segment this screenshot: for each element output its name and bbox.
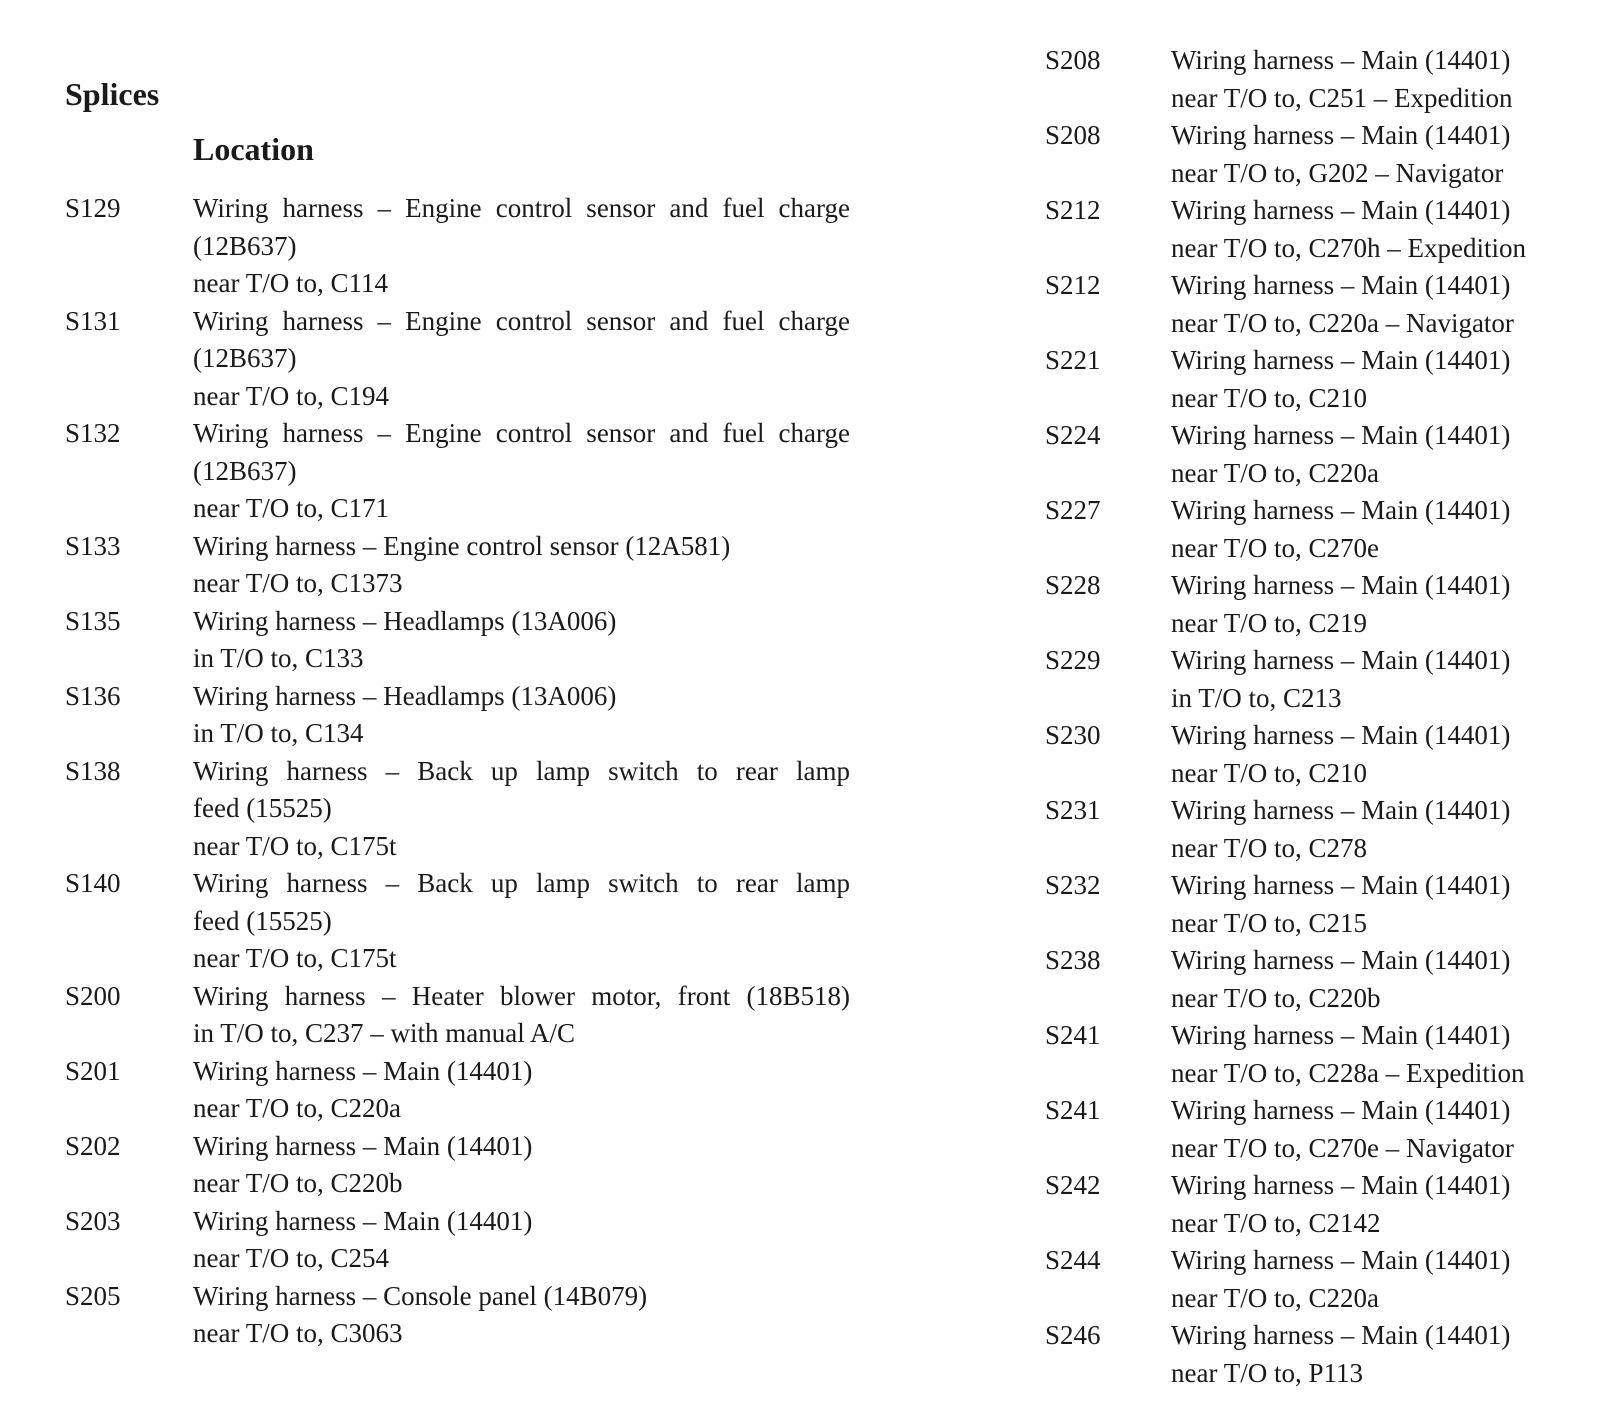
splice-entry	[1045, 1092, 1605, 1167]
location-line: near T/O to, C194	[193, 380, 389, 411]
splice-location	[1171, 1167, 1605, 1242]
location-line: (12B637)	[193, 455, 297, 486]
splice-list-left	[65, 190, 855, 1353]
splice-entry	[65, 415, 855, 528]
location-line: Wiring harness – Main (14401)	[1171, 1170, 1511, 1200]
location-line: Wiring harness – Headlamps (13A006)	[193, 680, 617, 711]
splice-code: S228	[1045, 570, 1101, 600]
splice-location	[1171, 642, 1605, 717]
location-line: near T/O to, C220a – Navigator	[1171, 307, 1514, 338]
splice-location	[193, 1203, 855, 1278]
splice-code: S230	[1045, 720, 1101, 750]
splice-location	[1171, 192, 1605, 267]
splice-location	[1171, 267, 1605, 342]
location-line: Wiring harness – Main (14401)	[1171, 945, 1511, 975]
location-line: near T/O to, P113	[1171, 1357, 1363, 1388]
location-line: near T/O to, G202 – Navigator	[1171, 157, 1504, 188]
splice-entry	[1045, 567, 1605, 642]
location-line: near T/O to, C210	[1171, 382, 1367, 413]
location-line: near T/O to, C175t	[193, 943, 397, 973]
splice-location	[193, 865, 855, 978]
location-line: in T/O to, C134	[193, 718, 364, 748]
location-line: Wiring harness – Main (14401)	[1171, 1095, 1511, 1125]
splice-code: S131	[65, 305, 121, 336]
splice-code: S140	[65, 868, 121, 898]
splice-entry	[1045, 642, 1605, 717]
location-line: near T/O to, C215	[1171, 907, 1367, 938]
splice-location	[193, 415, 855, 528]
location-line: Wiring harness – Headlamps (13A006)	[193, 605, 617, 636]
splice-code: S136	[65, 680, 121, 711]
splice-location	[1171, 792, 1605, 867]
splice-location	[193, 528, 855, 603]
location-line: near T/O to, C270h – Expedition	[1171, 232, 1526, 263]
splice-code: S241	[1045, 1020, 1101, 1050]
location-line: Wiring harness – Main (14401)	[1171, 45, 1511, 75]
splice-entry	[1045, 342, 1605, 417]
splice-entry	[1045, 492, 1605, 567]
splice-code: S212	[1045, 270, 1101, 300]
location-line: Wiring harness – Back up lamp switch to rear lamp	[193, 868, 850, 898]
splice-code: S201	[65, 1055, 121, 1086]
splice-code: S205	[65, 1280, 121, 1311]
location-line: near T/O to, C220b	[193, 1168, 403, 1198]
column-heading-location: Location	[193, 131, 314, 167]
splice-code: S242	[1045, 1170, 1101, 1200]
location-line: Wiring harness – Main (14401)	[1171, 1020, 1511, 1050]
location-line: Wiring harness – Back up lamp switch to rear lamp	[193, 755, 850, 786]
location-line: Wiring harness – Main (14401)	[1171, 345, 1511, 375]
splice-code: S232	[1045, 870, 1101, 900]
splice-location	[1171, 867, 1605, 942]
splice-entry	[1045, 792, 1605, 867]
splice-location	[193, 1278, 855, 1353]
location-line: near T/O to, C228a – Expedition	[1171, 1057, 1525, 1088]
location-line: Wiring harness – Main (14401)	[193, 1055, 533, 1086]
location-line: Wiring harness – Main (14401)	[1171, 645, 1511, 675]
splice-location	[1171, 1092, 1605, 1167]
splice-location	[1171, 717, 1605, 792]
splice-entry	[1045, 417, 1605, 492]
splice-list-right	[1045, 42, 1605, 1392]
splice-code: S129	[65, 193, 121, 223]
splice-entry	[1045, 1017, 1605, 1092]
location-line: Wiring harness – Main (14401)	[193, 1130, 533, 1161]
splice-location	[193, 978, 855, 1053]
splice-entry	[1045, 1167, 1605, 1242]
splice-entry	[65, 1203, 855, 1278]
location-line: near T/O to, C171	[193, 493, 389, 523]
splice-code: S241	[1045, 1095, 1101, 1125]
splice-location	[193, 678, 855, 753]
splice-code: S238	[1045, 945, 1101, 975]
location-line: Wiring harness – Main (14401)	[193, 1205, 533, 1236]
splice-entry	[65, 1278, 855, 1353]
location-line: Wiring harness – Main (14401)	[1171, 570, 1511, 600]
location-line: near T/O to, C220a	[193, 1093, 401, 1123]
location-line: near T/O to, C220a	[1171, 1282, 1379, 1313]
splice-location	[1171, 342, 1605, 417]
splice-location	[1171, 1242, 1605, 1317]
splice-code: S227	[1045, 495, 1101, 525]
location-line: near T/O to, C270e – Navigator	[1171, 1132, 1514, 1163]
location-line: near T/O to, C270e	[1171, 532, 1379, 563]
splice-entry	[65, 190, 855, 303]
location-line: near T/O to, C251 – Expedition	[1171, 82, 1513, 113]
splice-entry	[65, 1053, 855, 1128]
location-line: Wiring harness – Main (14401)	[1171, 1320, 1511, 1350]
splice-code: S229	[1045, 645, 1101, 675]
location-line: Wiring harness – Main (14401)	[1171, 720, 1511, 750]
location-line: (12B637)	[193, 230, 297, 261]
splice-code: S138	[65, 755, 121, 786]
splice-entry	[65, 978, 855, 1053]
splice-location	[1171, 567, 1605, 642]
splice-location	[1171, 117, 1605, 192]
splice-location	[1171, 492, 1605, 567]
splice-entry	[1045, 867, 1605, 942]
splice-entry	[65, 865, 855, 978]
location-line: Wiring harness – Main (14401)	[1171, 1245, 1511, 1275]
splice-code: S203	[65, 1205, 121, 1236]
location-line: near T/O to, C220a	[1171, 457, 1379, 488]
splice-location	[1171, 1017, 1605, 1092]
location-line: Wiring harness – Engine control sensor and fuel charge	[193, 193, 850, 223]
location-line: Wiring harness – Main (14401)	[1171, 795, 1511, 825]
splice-location	[193, 603, 855, 678]
splice-entry	[1045, 267, 1605, 342]
location-line: Wiring harness – Engine control sensor (12A581)	[193, 530, 731, 561]
location-line: near T/O to, C210	[1171, 757, 1367, 788]
splice-entry	[1045, 1242, 1605, 1317]
location-line: Wiring harness – Engine control sensor and fuel charge	[193, 418, 850, 448]
location-line: (12B637)	[193, 343, 297, 373]
splice-location	[193, 190, 855, 303]
splice-code: S244	[1045, 1245, 1101, 1275]
splice-location	[193, 303, 855, 416]
splice-code: S208	[1045, 120, 1101, 150]
location-line: in T/O to, C133	[193, 643, 364, 673]
splice-location	[1171, 1317, 1605, 1392]
location-line: Wiring harness – Main (14401)	[1171, 270, 1511, 300]
location-line: near T/O to, C3063	[193, 1318, 403, 1348]
location-line: Wiring harness – Main (14401)	[1171, 195, 1511, 225]
splice-entry	[1045, 117, 1605, 192]
location-line: near T/O to, C1373	[193, 568, 403, 598]
splice-code: S224	[1045, 420, 1101, 450]
location-line: in T/O to, C213	[1171, 682, 1342, 713]
splice-code: S231	[1045, 795, 1101, 825]
splice-entry	[65, 753, 855, 866]
splice-entry	[65, 528, 855, 603]
splice-entry	[1045, 1317, 1605, 1392]
location-line: Wiring harness – Main (14401)	[1171, 120, 1511, 150]
splice-code: S132	[65, 418, 121, 448]
location-line: near T/O to, C114	[193, 268, 388, 298]
splice-entry	[1045, 42, 1605, 117]
splice-code: S135	[65, 605, 121, 636]
splice-entry	[65, 303, 855, 416]
location-line: near T/O to, C220b	[1171, 982, 1381, 1013]
splice-code: S133	[65, 530, 121, 561]
location-line: Wiring harness – Heater blower motor, front (18B518)	[193, 980, 850, 1011]
location-line: near T/O to, C175t	[193, 830, 397, 861]
location-line: Wiring harness – Main (14401)	[1171, 420, 1511, 450]
splice-entry	[1045, 717, 1605, 792]
splice-entry	[65, 603, 855, 678]
splice-location	[1171, 417, 1605, 492]
location-line: near T/O to, C254	[193, 1243, 389, 1273]
splice-location	[1171, 42, 1605, 117]
splice-location	[193, 1128, 855, 1203]
location-line: Wiring harness – Console panel (14B079)	[193, 1280, 648, 1311]
splice-entry	[65, 678, 855, 753]
splice-location	[193, 1053, 855, 1128]
location-line: Wiring harness – Engine control sensor and fuel charge	[193, 305, 850, 336]
splice-code: S246	[1045, 1320, 1101, 1350]
location-line: feed (15525)	[193, 793, 332, 823]
location-line: Wiring harness – Main (14401)	[1171, 870, 1511, 900]
splice-entry	[1045, 192, 1605, 267]
splice-code: S212	[1045, 195, 1101, 225]
location-line: in T/O to, C237 – with manual A/C	[193, 1018, 576, 1048]
splice-code: S202	[65, 1130, 121, 1161]
splice-location	[1171, 942, 1605, 1017]
page-title: Splices	[65, 76, 160, 112]
location-line: near T/O to, C219	[1171, 607, 1367, 638]
splice-code: S221	[1045, 345, 1101, 375]
splice-location	[193, 753, 855, 866]
location-line: near T/O to, C278	[1171, 832, 1367, 863]
splice-code: S208	[1045, 45, 1101, 75]
location-line: feed (15525)	[193, 905, 332, 936]
location-line: Wiring harness – Main (14401)	[1171, 495, 1511, 525]
splice-code: S200	[65, 980, 121, 1011]
location-line: near T/O to, C2142	[1171, 1207, 1381, 1238]
splice-entry	[65, 1128, 855, 1203]
splice-entry	[1045, 942, 1605, 1017]
